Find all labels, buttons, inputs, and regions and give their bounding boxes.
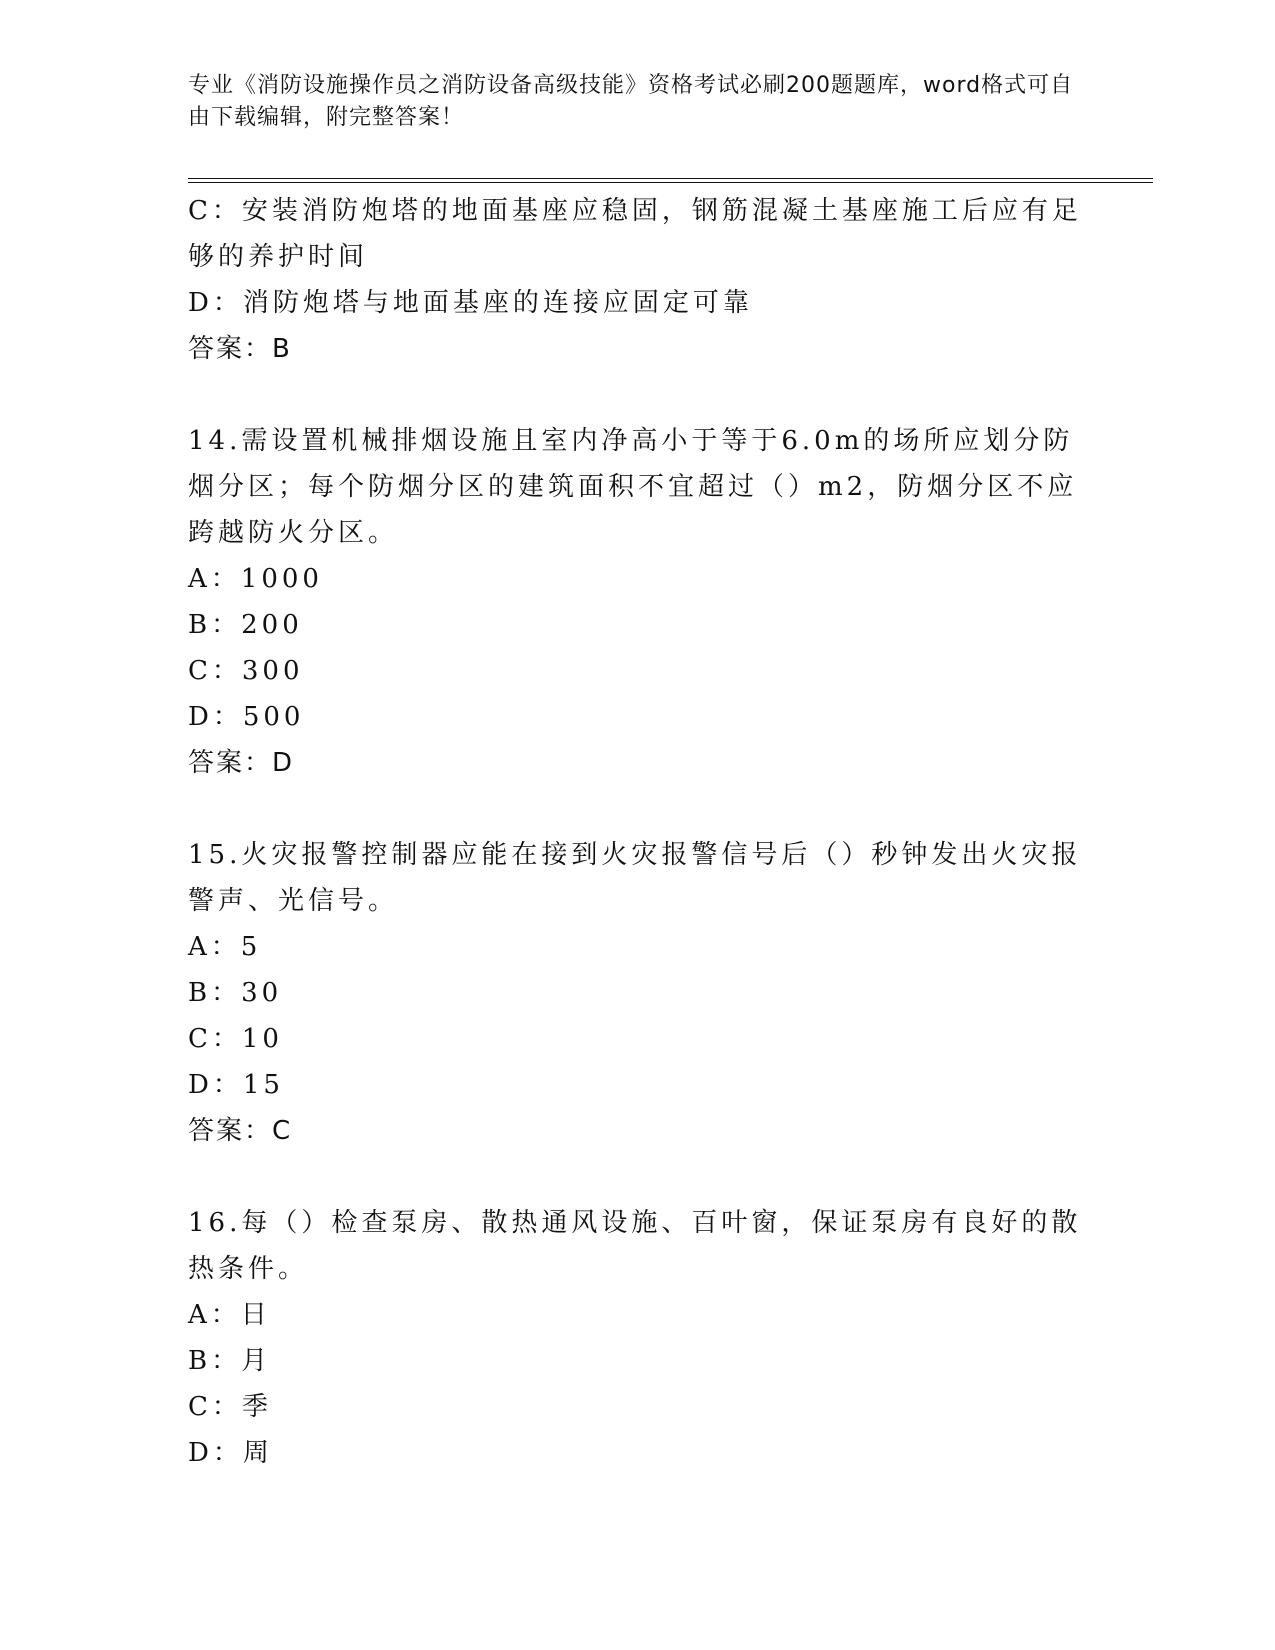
answer-line: 答案：C — [188, 1116, 293, 1146]
question-15-text: 15.火灾报警控制器应能在接到火灾报警信号后（）秒钟发出火灾报警声、光信号。 — [188, 840, 1082, 916]
answer-line: 答案：D — [188, 748, 295, 778]
question-14-text: 14.需设置机械排烟设施且室内净高小于等于6.0m的场所应划分防烟分区；每个防烟分区的建筑面积不宜超过（）m2，防烟分区不应跨越防火分区。 — [188, 426, 1078, 548]
option-a: A：5 — [188, 932, 262, 962]
option-c: C：安装消防炮塔的地面基座应稳固，钢筋混凝土基座施工后应有足够的养护时间 — [188, 196, 1082, 272]
option-d: D：15 — [188, 1070, 284, 1100]
option-d: D：500 — [188, 702, 305, 732]
question-16-text: 16.每（）检查泵房、散热通风设施、百叶窗，保证泵房有良好的散热条件。 — [188, 1208, 1082, 1284]
option-b: B：月 — [188, 1346, 272, 1376]
option-a: A：1000 — [188, 564, 323, 594]
option-c: C：10 — [188, 1024, 283, 1054]
option-d: D：消防炮塔与地面基座的连接应固定可靠 — [188, 288, 753, 318]
option-d: D：周 — [188, 1438, 273, 1468]
document-body — [188, 188, 1088, 1476]
option-c: C：季 — [188, 1392, 272, 1422]
option-c: C：300 — [188, 656, 304, 686]
option-b: B：200 — [188, 610, 303, 640]
option-b: B：30 — [188, 978, 283, 1008]
option-a: A：日 — [188, 1300, 271, 1330]
page-header: 专业《消防设施操作员之消防设备高级技能》资格考试必刷200题题库，word格式可自由下载编辑，附完整答案！ — [188, 73, 1074, 130]
header-divider — [188, 178, 1153, 183]
answer-line: 答案：B — [188, 334, 292, 364]
